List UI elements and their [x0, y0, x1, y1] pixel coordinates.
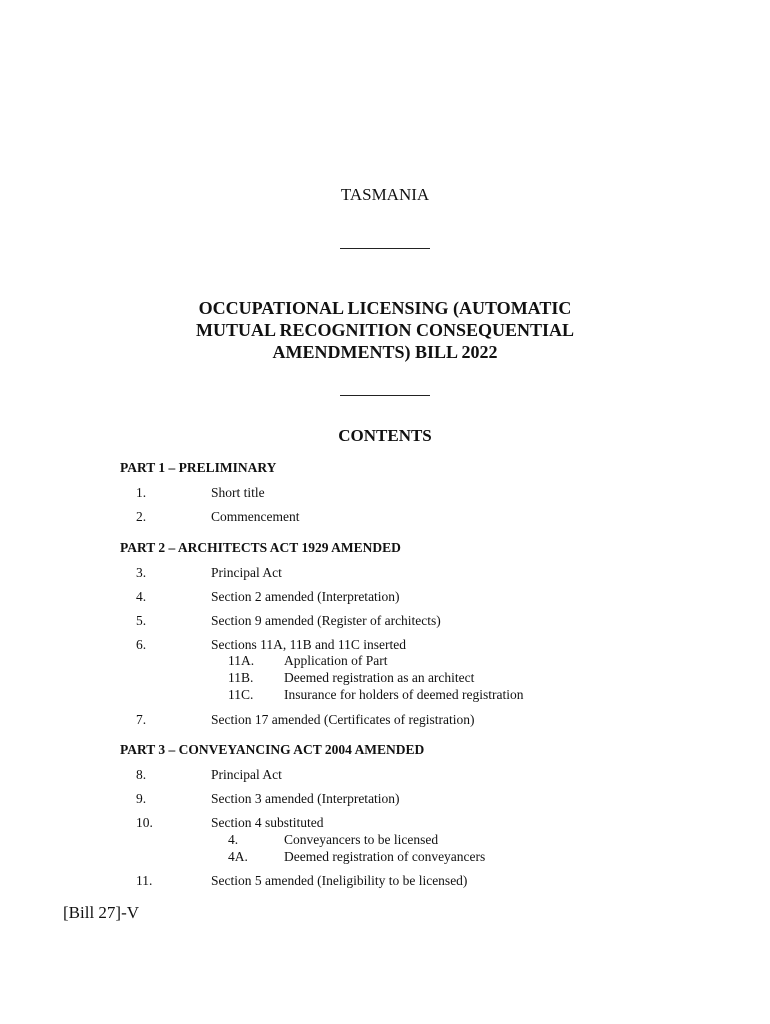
toc-number: 4.	[136, 589, 147, 604]
bill-title-line: MUTUAL RECOGNITION CONSEQUENTIAL	[195, 320, 575, 340]
part-heading: PART 2 – ARCHITECTS ACT 1929 AMENDED	[120, 540, 401, 555]
toc-number: 6.	[136, 637, 147, 652]
state-heading: TASMANIA	[340, 185, 430, 204]
toc-subnumber: 4A.	[228, 849, 248, 864]
divider-rule	[340, 395, 430, 396]
toc-subentry[interactable]: Conveyancers to be licensed	[284, 832, 439, 847]
toc-subnumber: 4.	[228, 832, 239, 847]
toc-entry[interactable]: Section 17 amended (Certificates of registration)	[211, 712, 475, 727]
toc-entry[interactable]: Section 5 amended (Ineligibility to be licensed)	[211, 873, 468, 888]
toc-subnumber: 11C.	[228, 687, 254, 702]
toc-number: 1.	[136, 485, 147, 500]
bill-title-line: AMENDMENTS) BILL 2022	[272, 342, 498, 362]
toc-entry[interactable]: Section 2 amended (Interpretation)	[211, 589, 400, 604]
toc-number: 7.	[136, 712, 147, 727]
bill-reference: [Bill 27]-V	[63, 903, 140, 922]
part-heading: PART 3 – CONVEYANCING ACT 2004 AMENDED	[120, 742, 425, 757]
toc-number: 9.	[136, 791, 147, 806]
part-heading: PART 1 – PRELIMINARY	[120, 460, 277, 475]
contents-heading: CONTENTS	[338, 426, 432, 445]
toc-entry[interactable]: Principal Act	[211, 767, 282, 782]
toc-entry[interactable]: Principal Act	[211, 565, 282, 580]
toc-number: 11.	[136, 873, 153, 888]
toc-entry[interactable]: Section 9 amended (Register of architects)	[211, 613, 441, 628]
toc-entry[interactable]: Short title	[211, 485, 265, 500]
toc-number: 10.	[136, 815, 153, 830]
toc-number: 5.	[136, 613, 147, 628]
bill-title	[0, 297, 770, 363]
toc-subentry[interactable]: Deemed registration as an architect	[284, 670, 475, 685]
toc-subentry[interactable]: Deemed registration of conveyancers	[284, 849, 486, 864]
toc-number: 2.	[136, 509, 147, 524]
toc-subnumber: 11A.	[228, 653, 255, 668]
divider-rule	[340, 248, 430, 249]
toc-number: 3.	[136, 565, 147, 580]
toc-subnumber: 11B.	[228, 670, 254, 685]
toc-entry[interactable]: Sections 11A, 11B and 11C inserted	[211, 637, 406, 652]
toc-subentry[interactable]: Insurance for holders of deemed registration	[284, 687, 524, 702]
toc-subentry[interactable]: Application of Part	[284, 653, 388, 668]
toc-entry[interactable]: Section 3 amended (Interpretation)	[211, 791, 400, 806]
toc-entry[interactable]: Section 4 substituted	[211, 815, 324, 830]
bill-title-line: OCCUPATIONAL LICENSING (AUTOMATIC	[198, 298, 572, 318]
toc-number: 8.	[136, 767, 147, 782]
toc-entry[interactable]: Commencement	[211, 509, 300, 524]
